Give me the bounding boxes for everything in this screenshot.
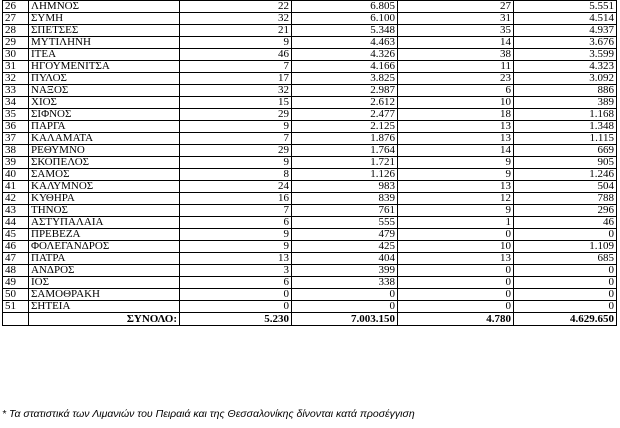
col-a-value: 9 [180,37,292,49]
col-d-value: 46 [514,217,617,229]
row-number: 30 [3,49,29,61]
table-row [3,241,617,253]
col-a-value: 32 [180,85,292,97]
col-c-value: 14 [398,145,514,157]
total-blank-cell [3,313,29,326]
col-c-value: 14 [398,37,514,49]
port-name: ΠΑΤΡΑ [29,253,180,265]
col-b-value: 2.477 [292,109,398,121]
port-name: ΣΗΤΕΙΑ [29,301,180,313]
row-number: 51 [3,301,29,313]
row-number: 40 [3,169,29,181]
row-number: 48 [3,265,29,277]
table-row [3,49,617,61]
col-d-value: 685 [514,253,617,265]
col-b-value: 1.876 [292,133,398,145]
col-c-value: 0 [398,301,514,313]
col-a-value: 9 [180,157,292,169]
col-d-value: 886 [514,85,617,97]
col-c-value: 10 [398,241,514,253]
total-col-c: 4.780 [398,313,514,326]
table-row [3,205,617,217]
table-row [3,85,617,97]
col-c-value: 10 [398,97,514,109]
port-name: ΚΑΛΑΜΑΤΑ [29,133,180,145]
row-number: 47 [3,253,29,265]
col-b-value: 4.166 [292,61,398,73]
port-name: ΣΥΜΗ [29,13,180,25]
col-d-value: 1.348 [514,121,617,133]
col-d-value: 3.092 [514,73,617,85]
table-row [3,193,617,205]
port-name: ΗΓΟΥΜΕΝΙΤΣΑ [29,61,180,73]
col-b-value: 1.721 [292,157,398,169]
col-d-value: 389 [514,97,617,109]
port-name: ΠΡΕΒΕΖΑ [29,229,180,241]
row-number: 46 [3,241,29,253]
col-a-value: 9 [180,229,292,241]
row-number: 42 [3,193,29,205]
col-d-value: 3.599 [514,49,617,61]
col-d-value: 788 [514,193,617,205]
col-d-value: 4.937 [514,25,617,37]
row-number: 36 [3,121,29,133]
port-name: ΧΙΟΣ [29,97,180,109]
col-c-value: 9 [398,205,514,217]
col-c-value: 6 [398,85,514,97]
row-number: 26 [3,1,29,13]
port-name: ΣΙΦΝΟΣ [29,109,180,121]
col-b-value: 5.348 [292,25,398,37]
table-row [3,253,617,265]
col-a-value: 6 [180,277,292,289]
col-c-value: 13 [398,121,514,133]
table-row [3,133,617,145]
table-row [3,1,617,13]
col-d-value: 4.323 [514,61,617,73]
port-name: ΙΟΣ [29,277,180,289]
col-b-value: 6.100 [292,13,398,25]
row-number: 35 [3,109,29,121]
col-a-value: 29 [180,109,292,121]
port-name: ΣΑΜΟΘΡΑΚΗ [29,289,180,301]
col-c-value: 35 [398,25,514,37]
row-number: 29 [3,37,29,49]
row-number: 39 [3,157,29,169]
port-name: ΛΗΜΝΟΣ [29,1,180,13]
col-a-value: 7 [180,205,292,217]
col-c-value: 38 [398,49,514,61]
col-c-value: 31 [398,13,514,25]
col-c-value: 9 [398,157,514,169]
table-row [3,277,617,289]
col-c-value: 13 [398,133,514,145]
total-col-d: 4.629.650 [514,313,617,326]
row-number: 28 [3,25,29,37]
col-b-value: 338 [292,277,398,289]
total-col-a: 5.230 [180,313,292,326]
col-d-value: 0 [514,289,617,301]
col-a-value: 9 [180,241,292,253]
table-row [3,169,617,181]
col-d-value: 0 [514,301,617,313]
port-name: ΝΑΞΟΣ [29,85,180,97]
col-d-value: 4.514 [514,13,617,25]
col-b-value: 479 [292,229,398,241]
col-d-value: 3.676 [514,37,617,49]
row-number: 34 [3,97,29,109]
table-row [3,301,617,313]
col-b-value: 2.612 [292,97,398,109]
col-b-value: 1.764 [292,145,398,157]
total-row [3,313,617,326]
col-c-value: 0 [398,229,514,241]
table-row [3,265,617,277]
row-number: 43 [3,205,29,217]
col-b-value: 839 [292,193,398,205]
port-name: ΠΑΡΓΑ [29,121,180,133]
col-b-value: 0 [292,289,398,301]
col-d-value: 296 [514,205,617,217]
col-b-value: 404 [292,253,398,265]
col-c-value: 9 [398,169,514,181]
col-a-value: 8 [180,169,292,181]
row-number: 45 [3,229,29,241]
col-b-value: 2.987 [292,85,398,97]
col-a-value: 7 [180,61,292,73]
footnote: * Τα στατιστικά των Λιμανιών του Πειραιά και της Θεσσαλονίκης δίνονται κατά προσέγγιση [2,408,415,420]
col-b-value: 399 [292,265,398,277]
col-c-value: 1 [398,217,514,229]
ports-statistics-table [2,0,617,326]
col-a-value: 6 [180,217,292,229]
col-d-value: 905 [514,157,617,169]
row-number: 44 [3,217,29,229]
port-name: ΙΤΕΑ [29,49,180,61]
col-d-value: 1.246 [514,169,617,181]
col-a-value: 24 [180,181,292,193]
total-col-b: 7.003.150 [292,313,398,326]
row-number: 41 [3,181,29,193]
table-row [3,109,617,121]
table-row [3,97,617,109]
col-b-value: 0 [292,301,398,313]
col-a-value: 15 [180,97,292,109]
row-number: 38 [3,145,29,157]
port-name: ΠΥΛΟΣ [29,73,180,85]
port-name: ΚΑΛΥΜΝΟΣ [29,181,180,193]
col-d-value: 0 [514,277,617,289]
col-b-value: 4.326 [292,49,398,61]
col-d-value: 5.551 [514,1,617,13]
table-body [3,1,617,313]
col-d-value: 1.109 [514,241,617,253]
table-row [3,289,617,301]
row-number: 37 [3,133,29,145]
col-d-value: 0 [514,265,617,277]
port-name: ΣΚΟΠΕΛΟΣ [29,157,180,169]
col-a-value: 17 [180,73,292,85]
col-c-value: 12 [398,193,514,205]
col-a-value: 0 [180,301,292,313]
col-a-value: 3 [180,265,292,277]
col-c-value: 27 [398,1,514,13]
col-a-value: 0 [180,289,292,301]
col-b-value: 983 [292,181,398,193]
col-c-value: 18 [398,109,514,121]
row-number: 49 [3,277,29,289]
row-number: 33 [3,85,29,97]
col-c-value: 13 [398,253,514,265]
col-d-value: 504 [514,181,617,193]
col-a-value: 9 [180,121,292,133]
col-a-value: 29 [180,145,292,157]
col-b-value: 1.126 [292,169,398,181]
table-row [3,61,617,73]
col-b-value: 3.825 [292,73,398,85]
col-a-value: 7 [180,133,292,145]
table-row [3,229,617,241]
col-a-value: 22 [180,1,292,13]
table-row [3,13,617,25]
col-c-value: 0 [398,265,514,277]
table-row [3,25,617,37]
col-a-value: 16 [180,193,292,205]
table-row [3,145,617,157]
row-number: 50 [3,289,29,301]
table-row [3,121,617,133]
table-row [3,73,617,85]
table-row [3,37,617,49]
col-c-value: 13 [398,181,514,193]
port-name: ΑΝΔΡΟΣ [29,265,180,277]
col-d-value: 0 [514,229,617,241]
col-a-value: 21 [180,25,292,37]
port-name: ΚΥΘΗΡΑ [29,193,180,205]
col-c-value: 23 [398,73,514,85]
col-b-value: 555 [292,217,398,229]
port-name: ΣΠΕΤΣΕΣ [29,25,180,37]
col-b-value: 761 [292,205,398,217]
col-b-value: 6.805 [292,1,398,13]
table-row [3,217,617,229]
col-a-value: 46 [180,49,292,61]
row-number: 32 [3,73,29,85]
col-d-value: 669 [514,145,617,157]
row-number: 31 [3,61,29,73]
col-b-value: 2.125 [292,121,398,133]
col-c-value: 11 [398,61,514,73]
col-b-value: 4.463 [292,37,398,49]
port-name: ΦΟΛΕΓΑΝΔΡΟΣ [29,241,180,253]
row-number: 27 [3,13,29,25]
port-name: ΣΑΜΟΣ [29,169,180,181]
col-d-value: 1.115 [514,133,617,145]
port-name: ΡΕΘΥΜΝΟ [29,145,180,157]
col-b-value: 425 [292,241,398,253]
port-name: ΜΥΤΙΛΗΝΗ [29,37,180,49]
col-a-value: 32 [180,13,292,25]
table-row [3,181,617,193]
port-name: ΑΣΤΥΠΑΛΑΙΑ [29,217,180,229]
col-d-value: 1.168 [514,109,617,121]
port-name: ΤΗΝΟΣ [29,205,180,217]
col-c-value: 0 [398,277,514,289]
col-c-value: 0 [398,289,514,301]
col-a-value: 13 [180,253,292,265]
table-row [3,157,617,169]
total-label: ΣΥΝΟΛΟ: [29,313,180,326]
